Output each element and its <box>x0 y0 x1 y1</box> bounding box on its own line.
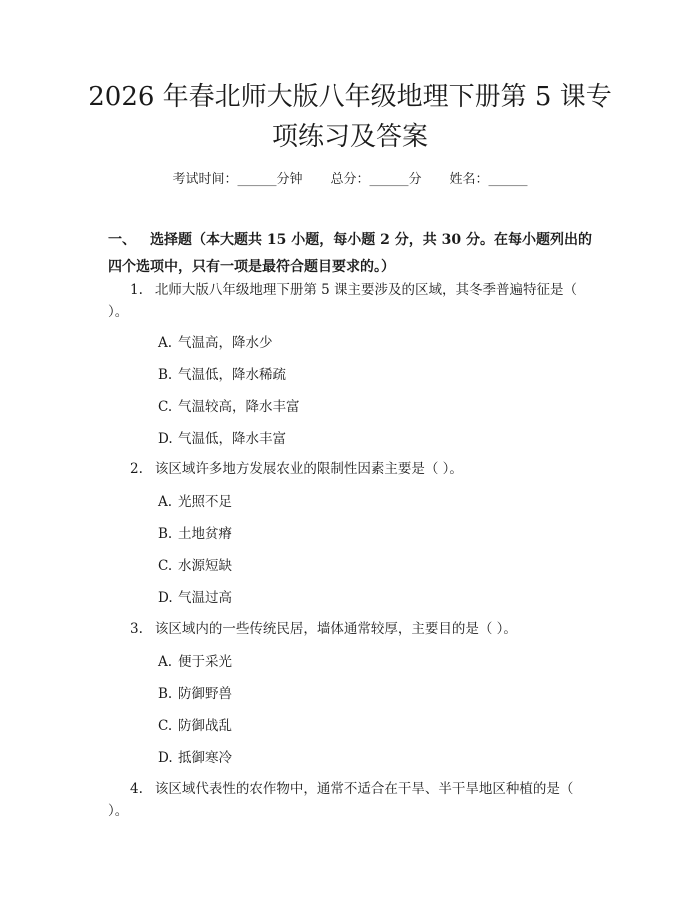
option-letter: C. <box>158 399 173 415</box>
section-instructions: 选择题（本大题共 15 小题，每小题 2 分，共 30 分。在每小题列出的四个选项中，只有一项是最符合题目要求的。） <box>108 232 592 275</box>
question-4 <box>108 778 592 822</box>
question-2-option-c <box>158 556 232 576</box>
option-letter: D. <box>158 590 173 606</box>
question-number: 4. <box>130 781 143 797</box>
question-text: 该区域许多地方发展农业的限制性因素主要是（ ）。 <box>154 461 463 477</box>
option-letter: B. <box>158 367 173 383</box>
title-line-1: 2026 年春北师大版八年级地理下册第 5 课专 <box>88 82 612 112</box>
question-text: 北师大版八年级地理下册第 5 课主要涉及的区域，其冬季普遍特征是（ ）。 <box>108 282 578 320</box>
question-number: 1. <box>130 282 143 298</box>
option-text: 光照不足 <box>178 494 232 510</box>
option-letter: B. <box>158 526 173 542</box>
question-1-option-c <box>158 397 300 417</box>
question-3-option-a <box>158 652 232 672</box>
option-letter: D. <box>158 750 173 766</box>
question-1-option-a <box>158 333 273 353</box>
question-1 <box>108 279 592 323</box>
option-letter: A. <box>158 654 173 670</box>
option-text: 气温较高，降水丰富 <box>178 399 300 415</box>
option-letter: B. <box>158 686 173 702</box>
option-text: 气温低，降水稀疏 <box>178 367 286 383</box>
option-text: 便于采光 <box>178 654 232 670</box>
exam-info <box>0 168 700 187</box>
option-text: 防御战乱 <box>178 718 232 734</box>
question-1-option-b <box>158 365 286 385</box>
option-text: 气温低，降水丰富 <box>178 431 286 447</box>
option-letter: A. <box>158 494 173 510</box>
question-text: 该区域代表性的农作物中，通常不适合在干旱、半干旱地区种植的是（ ）。 <box>108 781 574 819</box>
question-number: 3. <box>130 621 143 637</box>
option-text: 防御野兽 <box>178 686 232 702</box>
question-1-option-d <box>158 429 286 449</box>
option-letter: D. <box>158 431 173 447</box>
exam-time-field: 考试时间：______分钟 <box>172 172 303 187</box>
option-text: 抵御寒冷 <box>178 750 232 766</box>
section-heading <box>108 227 592 281</box>
option-letter: C. <box>158 718 173 734</box>
page-title <box>60 77 640 157</box>
option-text: 水源短缺 <box>178 558 232 574</box>
question-2-option-b <box>158 524 232 544</box>
question-2-option-a <box>158 492 232 512</box>
question-text: 该区域内的一些传统民居，墙体通常较厚，主要目的是（ ）。 <box>154 621 517 637</box>
student-name-field: 姓名：______ <box>449 172 528 187</box>
option-text: 土地贫瘠 <box>178 526 232 542</box>
question-3-option-b <box>158 684 232 704</box>
question-3-option-d <box>158 748 232 768</box>
title-line-2: 项练习及答案 <box>271 122 428 152</box>
section-number: 一、 <box>108 232 136 248</box>
question-number: 2. <box>130 461 143 477</box>
question-2 <box>108 458 592 480</box>
question-3-option-c <box>158 716 232 736</box>
question-2-option-d <box>158 588 232 608</box>
total-score-field: 总分：______分 <box>330 172 422 187</box>
question-3 <box>108 618 592 640</box>
option-letter: A. <box>158 335 173 351</box>
option-text: 气温高，降水少 <box>178 335 273 351</box>
option-text: 气温过高 <box>178 590 232 606</box>
option-letter: C. <box>158 558 173 574</box>
